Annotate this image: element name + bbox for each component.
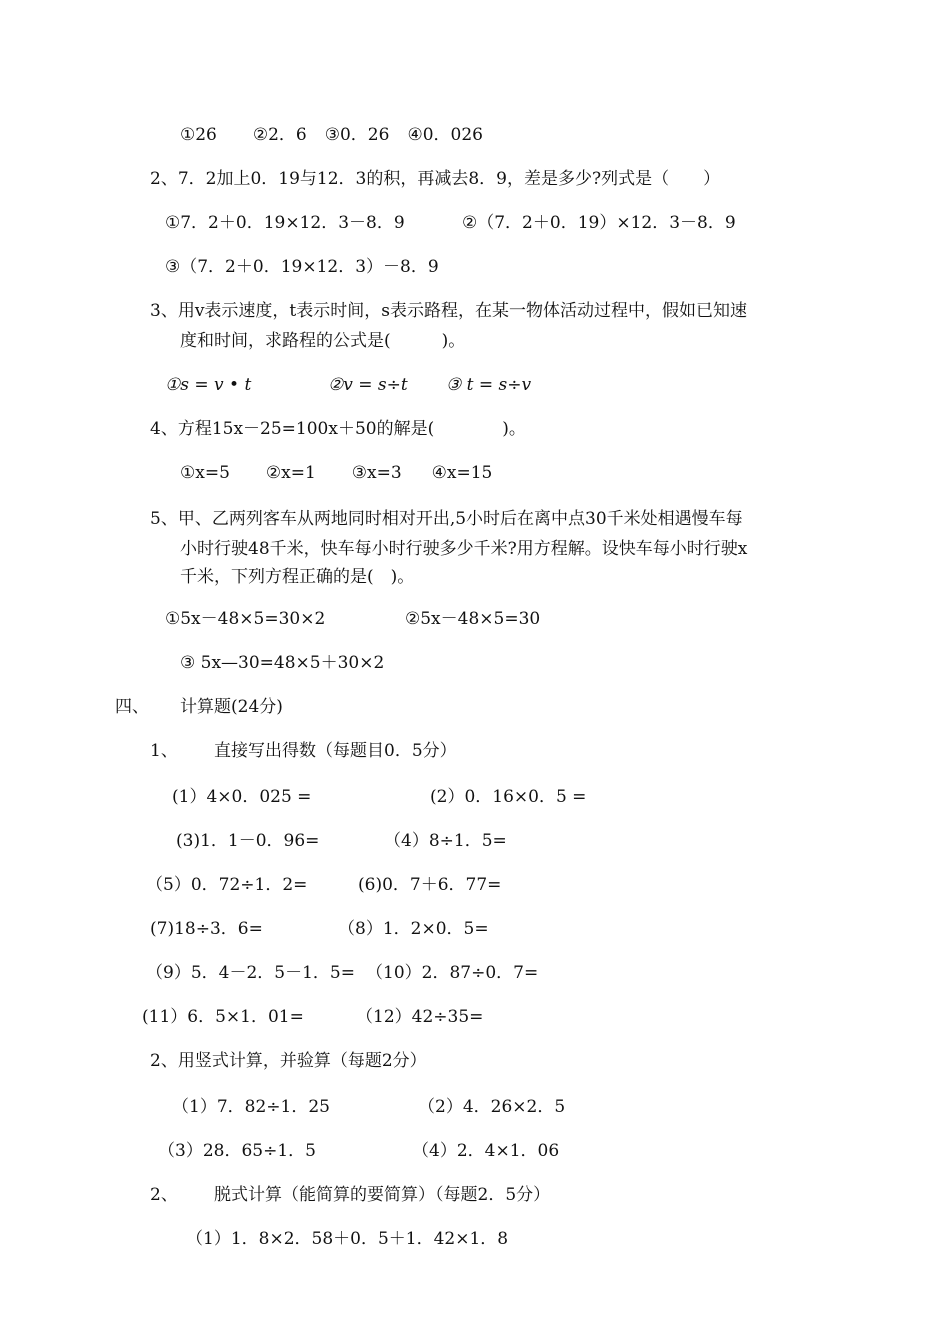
option-2: ②x=1 [265, 463, 316, 483]
question-5-stem-line-2: 小时行驶48千米，快车每小时行驶多少千米?用方程解。设快车每小时行驶x [180, 539, 748, 559]
question-3-option-1: ①s = v • t [165, 375, 252, 395]
calc-item: （8）1．2×0．5= [338, 919, 489, 939]
calc-item: （4）2．4×1．06 [412, 1141, 560, 1161]
calc-item: (3)1．1－0．96= [176, 831, 320, 851]
part-2-title: 2、用竖式计算，并验算（每题2分） [150, 1051, 427, 1071]
calc-item: （12）42÷35= [356, 1007, 484, 1027]
question-3-stem-line-1: 3、用v表示速度，t表示时间，s表示路程，在某一物体活动过程中，假如已知速 [150, 301, 747, 321]
option-row [180, 124, 483, 146]
calc-item: （1）7．82÷1．25 [172, 1097, 330, 1117]
question-2-option-2: ②（7．2＋0．19）×12．3－8．9 [462, 213, 736, 233]
section-title: 计算题(24分) [180, 697, 283, 717]
question-3-stem-line-2: 度和时间，求路程的公式是( )。 [180, 331, 466, 351]
section-number: 四、 [115, 697, 149, 717]
question-2-stem: 2、7．2加上0．19与12．3的积，再减去8．9，差是多少?列式是（ ） [150, 169, 721, 189]
question-4-options [180, 462, 492, 484]
option-4: ④0．026 [407, 125, 483, 145]
calc-item: （10）2．87÷0．7= [366, 963, 539, 983]
calc-item: (1）4×0．025 = [172, 787, 312, 807]
part-3-title: 脱式计算（能简算的要简算）（每题2．5分） [214, 1185, 551, 1205]
question-5-option-2: ②5x－48×5=30 [405, 609, 541, 629]
calc-item: （1）1．8×2．58＋0．5＋1．42×1．8 [186, 1229, 509, 1249]
calc-item: （5）0．72÷1．2= [146, 875, 308, 895]
question-4-stem: 4、方程15x－25=100x＋50的解是( )。 [150, 419, 526, 439]
calc-item: （2）4．26×2．5 [418, 1097, 566, 1117]
question-2-option-3: ③（7．2＋0．19×12．3）－8．9 [165, 257, 439, 277]
question-5-stem-line-3: 千米，下列方程正确的是( )。 [180, 567, 415, 587]
question-5-stem-line-1: 5、甲、乙两列客车从两地同时相对开出,5小时后在离中点30千米处相遇慢车每 [150, 509, 743, 529]
calc-item: （9）5．4－2．5－1．5= [146, 963, 355, 983]
calc-item: (7)18÷3．6= [150, 919, 263, 939]
part-1-number: 1、 [150, 741, 178, 761]
option-3: ③x=3 [351, 463, 402, 483]
question-3-option-2: ②v = s÷t [328, 375, 408, 395]
calc-item: (2）0．16×0．5 = [430, 787, 587, 807]
calc-item: (6)0．7＋6．77= [358, 875, 502, 895]
part-1-title: 直接写出得数（每题目0．5分） [214, 741, 457, 761]
option-1: ①26 [180, 125, 217, 145]
option-4: ④x=15 [431, 463, 493, 483]
option-2: ②2．6 [252, 125, 307, 145]
option-3: ③0．26 [324, 125, 390, 145]
calc-item: (11）6．5×1．01= [142, 1007, 304, 1027]
question-5-option-1: ①5x－48×5=30×2 [165, 609, 326, 629]
part-3-number: 2、 [150, 1185, 178, 1205]
question-5-option-3: ③ 5x—30=48×5＋30×2 [180, 653, 385, 673]
question-2-option-1: ①7．2＋0．19×12．3－8．9 [165, 213, 405, 233]
question-3-option-3: ③ t = s÷v [446, 375, 532, 395]
calc-item: （3）28．65÷1．5 [158, 1141, 316, 1161]
option-1: ①x=5 [180, 463, 230, 483]
calc-item: （4）8÷1．5= [384, 831, 507, 851]
